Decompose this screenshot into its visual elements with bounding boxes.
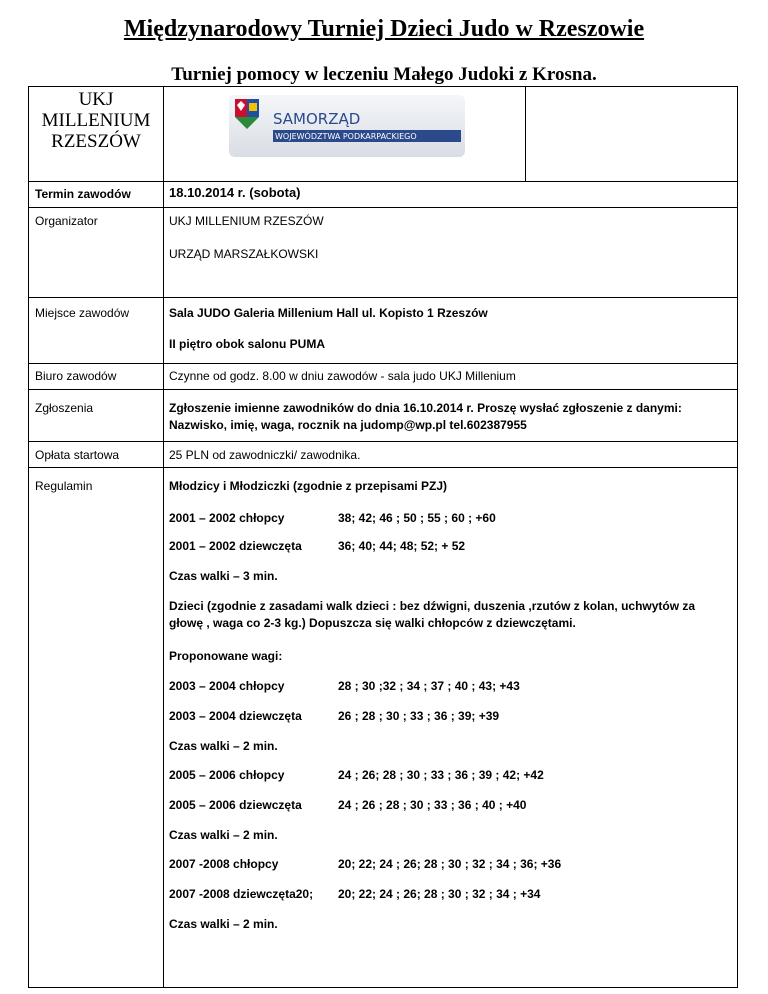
organizator-line: UKJ MILLENIUM RZESZÓW: [169, 214, 324, 228]
page-title: Międzynarodowy Turniej Dzieci Judo w Rzeszowie: [123, 16, 645, 42]
info-table: [28, 86, 738, 988]
club-name-line: RZESZÓW: [51, 131, 141, 152]
page-subtitle: Turniej pomocy w leczeniu Małego Judoki z Krosna.: [171, 64, 597, 85]
weight-group-values: 28 ; 30 ;32 ; 34 ; 37 ; 40 ; 43; +43: [338, 679, 520, 693]
row-divider: [29, 207, 737, 208]
regulamin-heading: Młodzicy i Młodziczki (zgodnie z przepisami PZJ): [169, 479, 448, 493]
weight-group-values: 20; 22; 24 ; 26; 28 ; 30 ; 32 ; 34 ; +34: [338, 887, 541, 901]
weight-group-values: 20; 22; 24 ; 26; 28 ; 30 ; 32 ; 34 ; 36; +36: [338, 857, 562, 871]
weight-group-values: 24 ; 26 ; 28 ; 30 ; 33 ; 36 ; 40 ; +40: [338, 798, 527, 812]
weight-group-label: 2003 – 2004 chłopcy: [169, 679, 285, 693]
proposed-weights-heading: Proponowane wagi:: [169, 649, 283, 663]
zgloszenia-line: Zgłoszenie imienne zawodników do dnia 16.10.2014 r. Proszę wysłać zgłoszenie z danymi:: [169, 401, 682, 415]
weight-group-values: 24 ; 26; 28 ; 30 ; 33 ; 36 ; 39 ; 42; +42: [338, 768, 544, 782]
organizator-line: URZĄD MARSZAŁKOWSKI: [169, 247, 319, 261]
fight-time: Czas walki – 2 min.: [169, 739, 278, 753]
oplata-value: 25 PLN od zawodniczki/ zawodnika.: [169, 448, 361, 462]
fight-time: Czas walki – 2 min.: [169, 917, 278, 931]
logo-text: WOJEWÓDZTWA PODKARPACKIEGO: [275, 132, 417, 141]
fight-time: Czas walki – 2 min.: [169, 828, 278, 842]
row-divider: [29, 467, 737, 468]
club-name: [29, 87, 163, 152]
column-divider: [163, 181, 164, 987]
kids-rules-line: głowę , waga co 2-3 kg.) Dopuszcza się walki chłopców z dziewczętami.: [169, 616, 576, 630]
logo-text: SAMORZĄD: [273, 110, 361, 128]
weight-group-values: 26 ; 28 ; 30 ; 33 ; 36 ; 39; +39: [338, 709, 500, 723]
row-divider: [29, 181, 737, 182]
fight-time: Czas walki – 3 min.: [169, 569, 278, 583]
weight-group-label: 2007 -2008 chłopcy: [169, 857, 279, 871]
miejsce-line: II piętro obok salonu PUMA: [169, 337, 326, 351]
samorzad-logo: [229, 95, 465, 157]
weight-group-label: 2005 – 2006 chłopcy: [169, 768, 285, 782]
column-divider: [163, 87, 164, 181]
zgloszenia-line: Nazwisko, imię, waga, rocznik na judomp@wp.pl tel.602387955: [169, 418, 527, 432]
row-divider: [29, 297, 737, 298]
termin-value: 18.10.2014 r. (sobota): [169, 185, 301, 200]
miejsce-line: Sala JUDO Galeria Millenium Hall ul. Kopisto 1 Rzeszów: [169, 306, 488, 320]
weight-group-label: 2003 – 2004 dziewczęta: [169, 709, 302, 723]
biuro-label: Biuro zawodów: [35, 369, 117, 383]
oplata-label: Opłata startowa: [35, 448, 120, 462]
termin-label: Termin zawodów: [35, 187, 131, 201]
miejsce-label: Miejsce zawodów: [35, 306, 130, 320]
weight-group-label: 2007 -2008 dziewczęta20;: [169, 887, 314, 901]
weight-group-values: 36; 40; 44; 48; 52; + 52: [338, 539, 466, 553]
organizator-label: Organizator: [35, 214, 98, 228]
weight-group-values: 38; 42; 46 ; 50 ; 55 ; 60 ; +60: [338, 511, 496, 525]
club-name-line: UKJ: [78, 89, 114, 110]
row-divider: [29, 363, 737, 364]
row-divider: [29, 441, 737, 442]
club-name-line: MILLENIUM: [41, 110, 151, 131]
weight-group-label: 2001 – 2002 chłopcy: [169, 511, 285, 525]
kids-rules-line: Dzieci (zgodnie z zasadami walk dzieci : bez dźwigni, duszenia ,rzutów z kolan, uchwytów za: [169, 599, 696, 613]
biuro-value: Czynne od godz. 8.00 w dniu zawodów - sala judo UKJ Millenium: [169, 369, 516, 383]
column-divider: [525, 87, 526, 181]
weight-group-label: 2005 – 2006 dziewczęta: [169, 798, 302, 812]
zgloszenia-label: Zgłoszenia: [35, 401, 94, 415]
weight-group-label: 2001 – 2002 dziewczęta: [169, 539, 302, 553]
regulamin-label: Regulamin: [35, 479, 93, 493]
row-divider: [29, 389, 737, 390]
